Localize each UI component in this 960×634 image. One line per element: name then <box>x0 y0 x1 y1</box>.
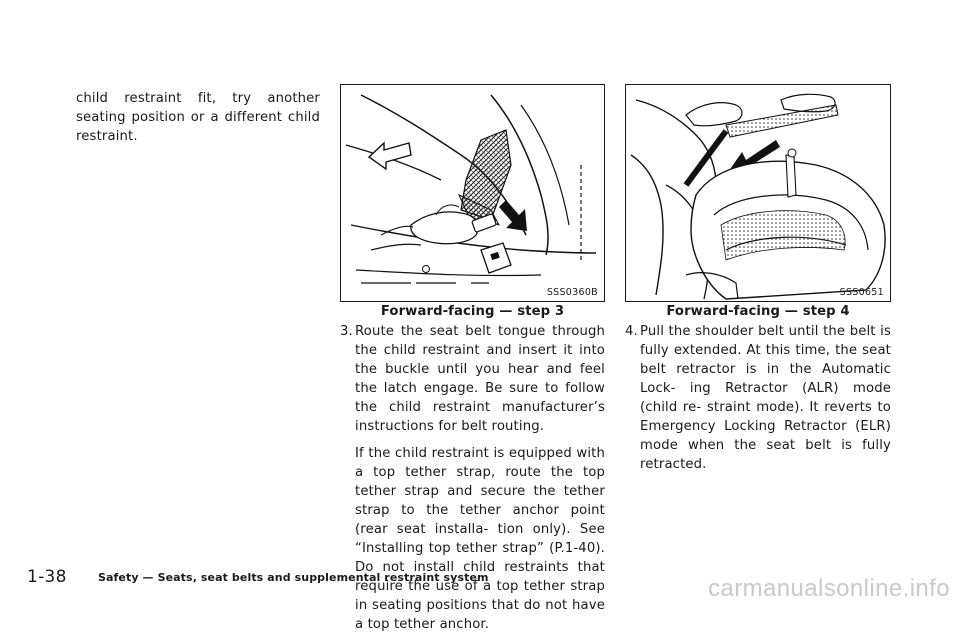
step-number: 4. <box>625 324 638 339</box>
figure-code: SSS0651 <box>839 287 884 298</box>
step-paragraph: Pull the shoulder belt until the belt is fully extended. At this time, the seat belt retractor is in the Automatic Lock- ing Retractor (ALR) mode (child re- straint mode). It reverts to Emergency Locking Retractor (ELR) mode when the seat belt is fully retracted. <box>640 324 891 472</box>
figure-caption: Forward-facing — step 3 <box>380 304 565 319</box>
figure-step3 <box>340 84 605 302</box>
step-paragraph: If the child restraint is equipped with a top tether strap, route the top tether strap and secure the tether strap to the tether anchor point (rear seat installa- tion only). See “Installing top tether strap” (P.1-40). Do not install child restraints that require the use of a top tether strap in seating positions that do not have a top tether anchor. <box>355 446 605 632</box>
step-paragraph: Route the seat belt tongue through the child restraint and insert it into the buckle until you hear and feel the latch engage. Be sure to follow the child restraint manufacturer’s instructions for belt routing. <box>355 324 605 434</box>
figure-caption: Forward-facing — step 4 <box>666 304 850 319</box>
intro-paragraph <box>76 89 320 146</box>
section-title: Safety — Seats, seat belts and supplemental restraint system <box>98 571 489 584</box>
figure-step4 <box>625 84 891 302</box>
figure-code: SSS0360B <box>546 287 598 298</box>
page-number: 1-38 <box>27 567 67 587</box>
intro-text: child restraint fit, try another seating position or a different child restraint. <box>76 91 320 144</box>
watermark: carmanualsonline.info <box>708 575 950 602</box>
step-number: 3. <box>340 324 353 339</box>
step4-illustration <box>626 85 889 300</box>
step-4 <box>625 322 891 474</box>
step3-illustration <box>341 85 603 300</box>
